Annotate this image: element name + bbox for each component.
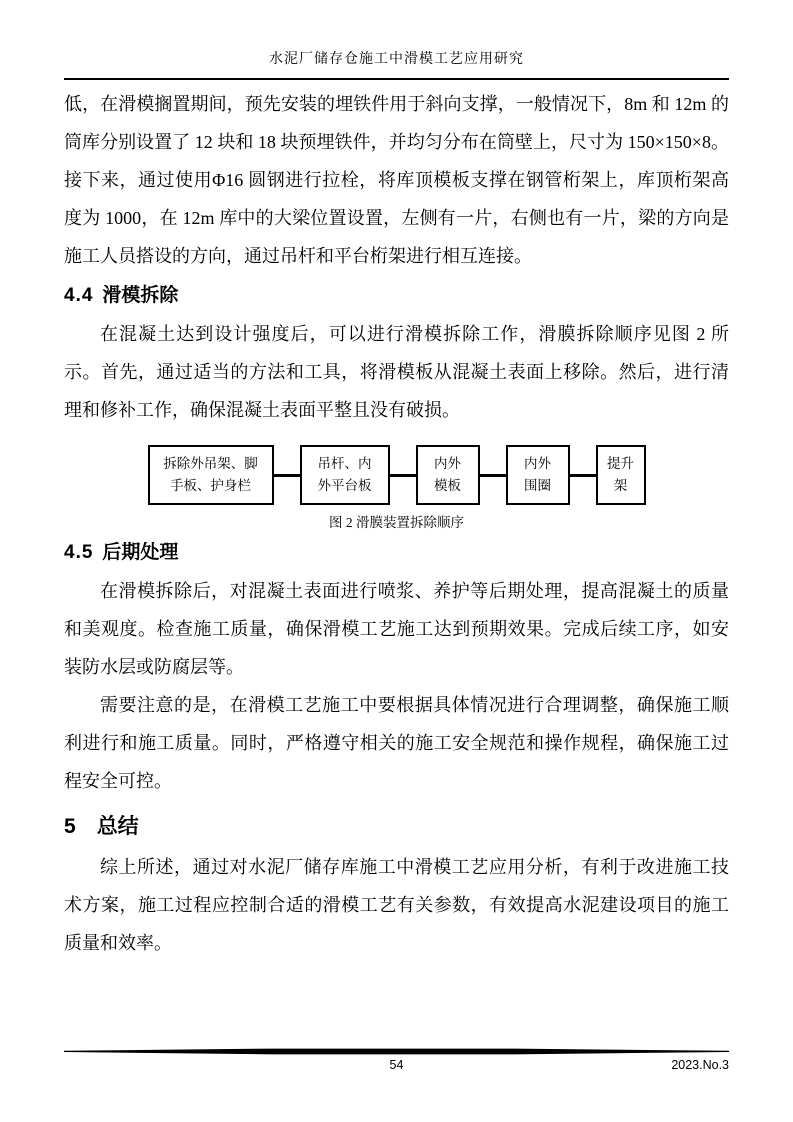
- flow-step-5: [596, 445, 646, 505]
- footer-text-row: [64, 1058, 729, 1076]
- flow-step-2: [300, 445, 390, 505]
- section-title: 滑模拆除: [102, 285, 179, 306]
- flow-connector: [570, 474, 596, 477]
- flow-step-3-line1: 内外: [434, 456, 461, 471]
- flow-step-4-line1: 内外: [524, 456, 551, 471]
- flow-step-2-line1: 吊杆、内: [317, 456, 372, 471]
- page-footer: [64, 1048, 729, 1076]
- section-heading-4-5: [64, 538, 729, 568]
- section-4-5-paragraph-1: 在滑模拆除后，对混凝土表面进行喷浆、养护等后期处理，提高混凝土的质量和美观度。检查施工质量，确保滑模工艺施工达到预期效果。完成后续工序，如安装防水层或防腐层等。: [64, 581, 729, 677]
- flow-connector: [274, 474, 300, 477]
- running-header-title: 水泥厂储存仓施工中滑模工艺应用研究: [269, 52, 524, 67]
- issue-label: 2023.No.3: [671, 1058, 729, 1072]
- figure-caption: 图 2 滑膜装置拆除顺序: [329, 515, 464, 530]
- section-4-5-paragraph-2: 需要注意的是，在滑模工艺施工中要根据具体情况进行合理调整，确保施工顺利进行和施工质量。同时，严格遵守相关的施工安全规范和操作规程，确保施工过程安全可控。: [64, 695, 729, 791]
- section-heading-4-4: [64, 281, 729, 311]
- header-rule: [64, 78, 729, 80]
- figure-flowchart: [64, 445, 729, 505]
- flow-step-2-line2: 外平台板: [317, 478, 372, 493]
- section-title: 总结: [96, 815, 139, 838]
- section-number: 4.5: [64, 542, 94, 563]
- flow-step-5-line2: 架: [613, 478, 628, 493]
- section-5-paragraph: 综上所述，通过对水泥厂储存库施工中滑模工艺应用分析，有利于改进施工技术方案，施工过程应控制合适的滑模工艺有关参数，有效提高水泥建设项目的施工质量和效率。: [64, 857, 729, 953]
- flow-step-3: [416, 445, 480, 505]
- flow-connector: [390, 474, 416, 477]
- continued-paragraph: 低，在滑模搁置期间，预先安装的埋铁件用于斜向支撑，一般情况下，8m 和 12m 的筒库分别设置了 12 块和 18 块预埋铁件，并均匀分布在筒壁上，尺寸为 150×150×8。接下来，通过使用Φ16 圆钢进行拉栓，将库顶模板支撑在钢管桁架上，库顶桁架高度为 1000，在 12m 库中的大梁位置设置，左侧有一片，右侧也有一片，梁的方向是施工人员搭设的方向，通过吊杆和平台桁架进行相互连接。: [64, 94, 729, 266]
- flow-step-3-line2: 模板: [434, 478, 461, 493]
- flow-step-1-line2: 手板、护身栏: [170, 478, 251, 493]
- flow-step-1-line1: 拆除外吊架、脚: [163, 456, 258, 471]
- footer-rule: [64, 1048, 729, 1055]
- flow-connector: [480, 474, 506, 477]
- page-number: 54: [389, 1058, 404, 1072]
- flow-step-4-line2: 围圈: [524, 478, 551, 493]
- section-number: 5: [64, 815, 77, 838]
- flow-step-4: [506, 445, 570, 505]
- section-title: 后期处理: [102, 542, 179, 563]
- flow-step-1: [148, 445, 274, 505]
- section-4-4-paragraph: 在混凝土达到设计强度后，可以进行滑模拆除工作，滑膜拆除顺序见图 2 所示。首先，通过适当的方法和工具，将滑模板从混凝土表面上移除。然后，进行清理和修补工作，确保混凝土表面平整且没有破损。: [64, 324, 729, 420]
- page-content: [64, 85, 729, 962]
- section-number: 4.4: [64, 285, 94, 306]
- section-heading-5: [64, 812, 729, 842]
- flow-step-5-line1: 提升: [607, 456, 634, 471]
